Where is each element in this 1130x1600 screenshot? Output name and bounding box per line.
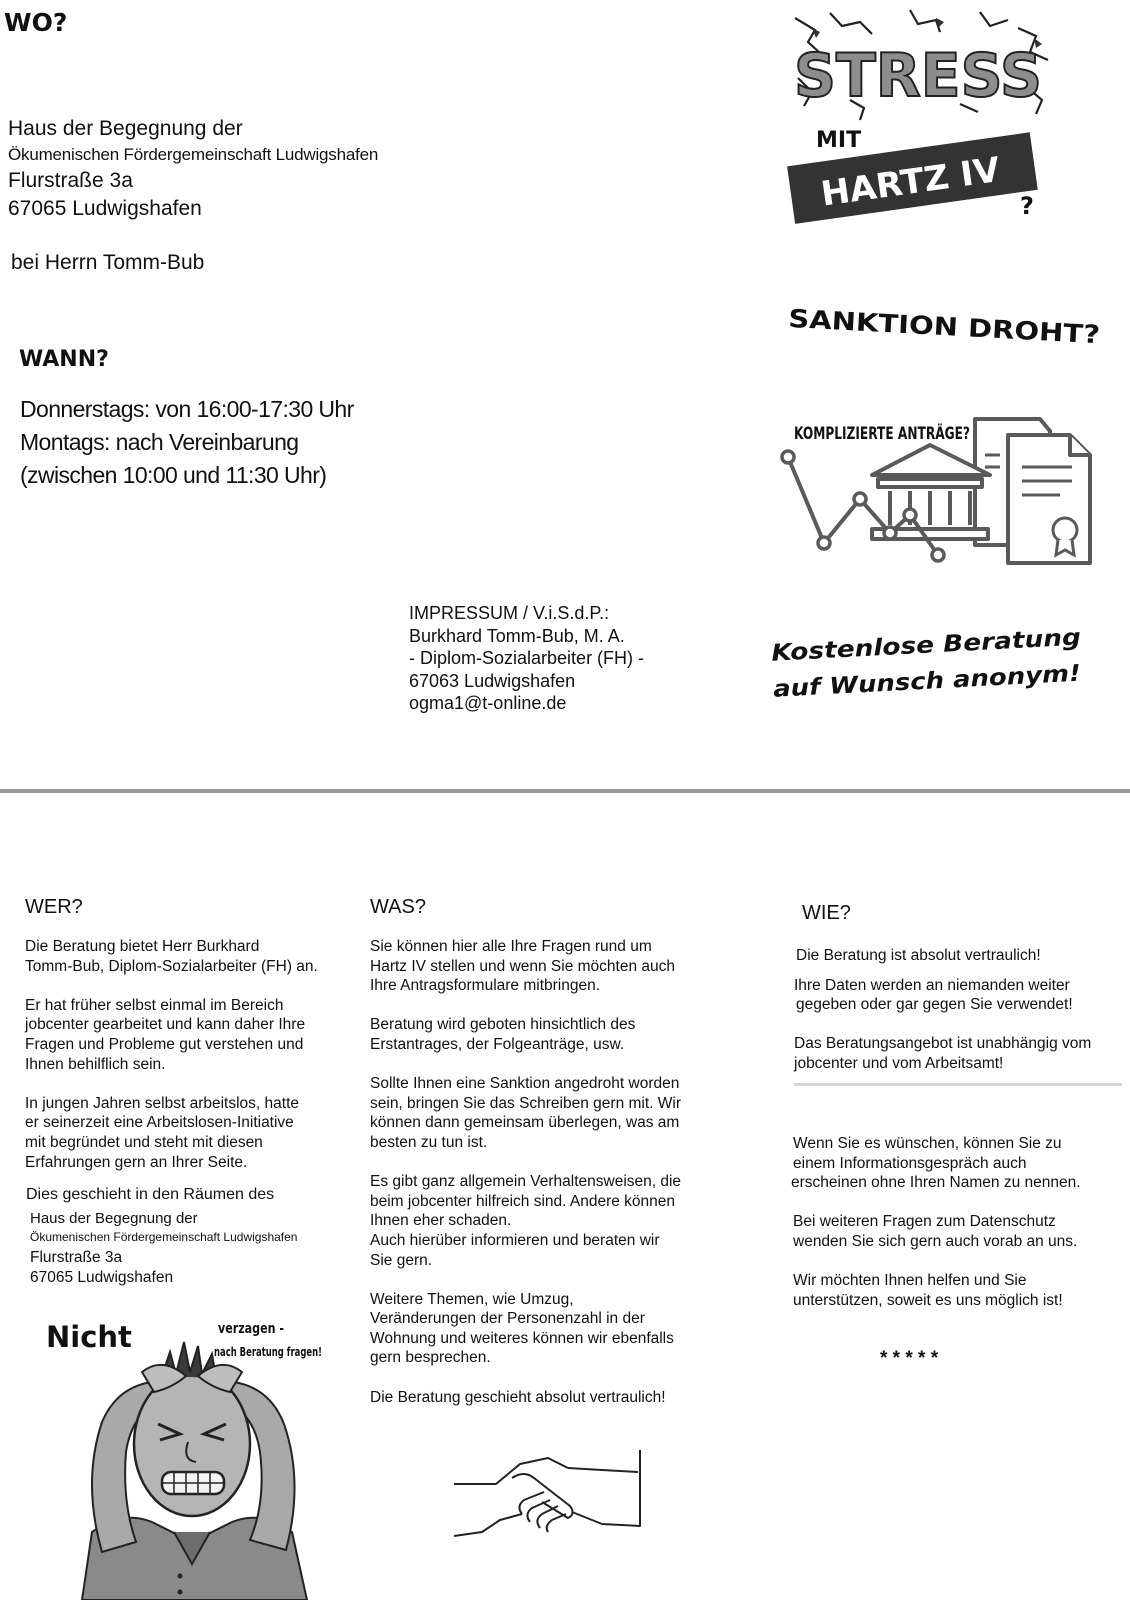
wer-paragraph: Die Beratung bietet Herr Burkhard Tomm-Bub, Diplom-Sozialarbeiter (FH) an. <box>25 938 318 975</box>
wer-rooms-intro: Dies geschieht in den Räumen des <box>26 1186 275 1203</box>
hartz-text: HARTZ IV <box>818 150 1001 215</box>
antraege-graphic <box>780 405 1110 590</box>
wo-address-line: 67065 Ludwigshafen <box>8 197 202 220</box>
wo-contact: bei Herrn Tomm-Bub <box>11 251 205 274</box>
svg-text:SANKTION DROHT?: SANKTION DROHT? <box>787 303 1058 347</box>
nicht-text: Nicht <box>46 1320 132 1354</box>
impressum-line: Burkhard Tomm-Bub, M. A. <box>409 625 625 646</box>
handshake-icon <box>452 1448 642 1538</box>
wer-address-line: Flurstraße 3a <box>30 1249 123 1266</box>
wann-line: (zwischen 10:00 und 11:30 Uhr) <box>20 462 327 488</box>
was-paragraph: Es gibt ganz allgemein Verhaltensweisen, die beim jobcenter hilfreich sind. Andere können Ihnen eher schaden. Auch hierüber informieren und beraten wir Sie gern. <box>370 1173 682 1269</box>
kostenlos-line: auf Wunsch anonym! <box>772 662 1047 703</box>
sanktion-headline <box>782 300 1112 360</box>
was-paragraph: Weitere Themen, wie Umzug, Veränderungen der Personenzahl in der Wohnung und weiteres können wir ebenfalls gern besprechen. <box>370 1290 674 1367</box>
wo-heading: WO? <box>4 8 68 37</box>
wann-times <box>20 393 354 492</box>
wie-paragraph: Die Beratung ist absolut vertraulich! <box>796 947 1041 964</box>
wo-address-line: Ökumenischen Fördergemeinschaft Ludwigshafen <box>8 145 379 164</box>
wie-heading: WIE? <box>802 902 851 924</box>
wann-line: Montags: nach Vereinbarung <box>20 429 299 455</box>
wer-paragraph: In jungen Jahren selbst arbeitslos, hatte er seinerzeit eine Arbeitslosen-Initiative mit begründet und steht mit diesen Erfahrungen gern an Ihrer Seite. <box>25 1094 300 1171</box>
wo-address-line: Flurstraße 3a <box>8 169 133 192</box>
wer-paragraph: Er hat früher selbst einmal im Bereich jobcenter gearbeitet und kann daher Ihre Fragen und Probleme gut verstehen und Ihnen behilflich sein. <box>25 996 306 1073</box>
was-heading: WAS? <box>370 896 426 918</box>
svg-text:verzagen -: verzagen - <box>218 1321 285 1337</box>
wie-paragraph: Wir möchten Ihnen helfen und Sie unterstützen, soweit es uns möglich ist! <box>793 1272 1063 1309</box>
wie-stars: * * * * * <box>880 1348 939 1369</box>
wer-column <box>25 896 370 1176</box>
kostenlos-slogan <box>770 622 1110 708</box>
wie-paragraph: Ihre Daten werden an niemanden weiter gegeben oder gar gegen Sie verwendet! <box>794 976 1073 1014</box>
wo-address-block <box>8 117 378 225</box>
was-paragraph: Sollte Ihnen eine Sanktion angedroht worden sein, bringen Sie das Schreiben gern mit. Wir können dann gemeinsam überlegen, was am besten zu tun ist. <box>370 1075 682 1151</box>
wie-paragraph: Das Beratungsangebot ist unabhängig vom jobcenter und vom Arbeitsamt! <box>794 1035 1092 1072</box>
was-paragraph: Sie können hier alle Ihre Fragen rund um Hartz IV stellen und wenn Sie möchten auch Ihre Antragsformulare mitbringen. <box>370 938 676 995</box>
wann-heading: WANN? <box>19 347 109 372</box>
impressum-line: 67063 Ludwigshafen <box>409 670 576 691</box>
wer-address <box>30 1210 297 1289</box>
wer-address-line: 67065 Ludwigshafen <box>30 1269 174 1286</box>
wie-paragraph: Wenn Sie es wünschen, können Sie zu einem Informationsgespräch auch erscheinen ohne Ihren Namen zu nennen. <box>791 1135 1081 1192</box>
stress-logo <box>790 8 1070 228</box>
impressum-email[interactable]: ogma1@t-online.de <box>409 693 567 713</box>
impressum-line: - Diplom-Sozialarbeiter (FH) - <box>409 648 645 668</box>
mit-text: MIT <box>816 128 862 153</box>
wann-line: Donnerstags: von 16:00-17:30 Uhr <box>20 396 354 422</box>
wie-column-lower <box>793 1134 1130 1310</box>
was-paragraph: Die Beratung geschieht absolut vertraulich! <box>370 1388 666 1406</box>
hartz-question: ? <box>1020 192 1034 220</box>
wo-address-line: Haus der Begegnung der <box>8 117 243 140</box>
svg-text:nach Beratung fragen!: nach Beratung fragen! <box>214 1345 322 1359</box>
wer-address-line: Haus der Begegnung der <box>30 1210 198 1227</box>
impressum-line: IMPRESSUM / V.i.S.d.P.: <box>409 603 610 623</box>
wie-paragraph: Bei weiteren Fragen zum Datenschutz wenden Sie sich gern auch vorab an uns. <box>793 1213 1078 1250</box>
wie-separator <box>794 1083 1122 1086</box>
was-column <box>370 896 740 1407</box>
wer-address-line: Ökumenischen Fördergemeinschaft Ludwigshafen <box>30 1230 298 1244</box>
impressum-block <box>409 602 644 715</box>
kostenlos-line: Kostenlose Beratung <box>770 626 1042 667</box>
stress-text: STRESS <box>794 41 1042 111</box>
antraege-text: KOMPLIZIERTE ANTRÄGE? <box>794 424 1040 444</box>
wie-column <box>796 946 1130 1074</box>
stressed-man-illustration <box>62 1332 322 1600</box>
was-paragraph: Beratung wird geboten hinsichtlich des Erstantrages, der Folgeanträge, usw. <box>370 1016 636 1053</box>
wer-heading: WER? <box>25 896 83 918</box>
fold-divider <box>0 789 1130 793</box>
